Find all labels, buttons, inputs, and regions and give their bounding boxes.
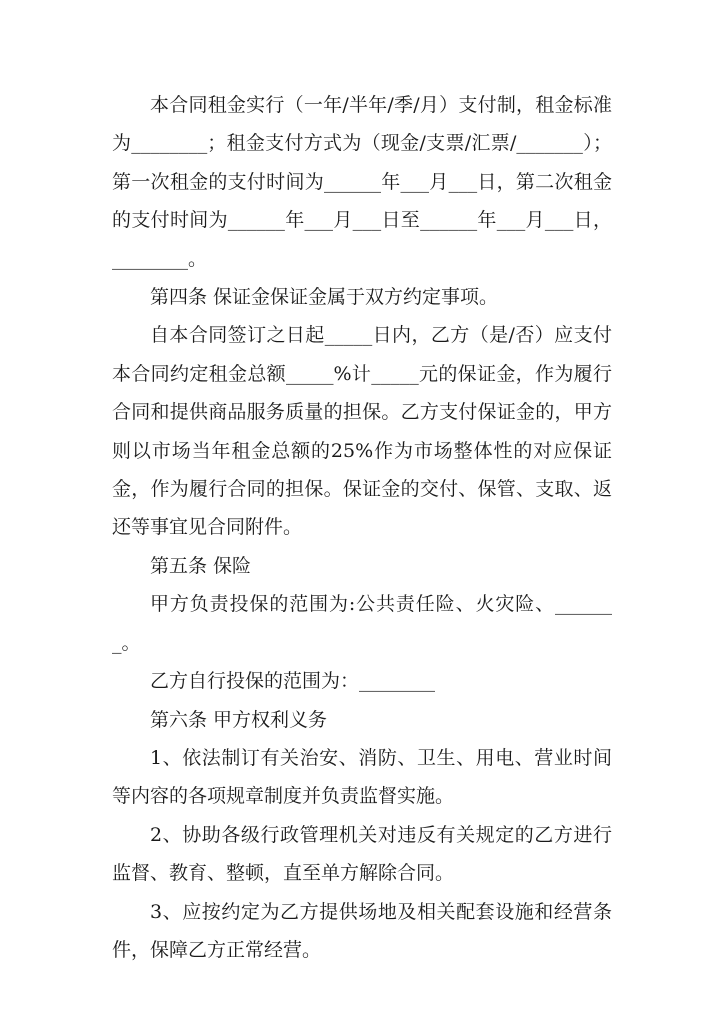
obligation-item-2: 2、协助各级行政管理机关对违反有关规定的乙方进行监督、教育、整顿，直至单方解除合同。 <box>112 823 612 885</box>
obligation-item-1: 1、依法制订有关治安、消防、卫生、用电、营业时间等内容的各项规章制度并负责监督实施。 <box>112 746 612 808</box>
deposit-paragraph: 自本合同签订之日起_____日内，乙方（是/否）应支付本合同约定租金总额_____%计_____元的保证金，作为履行合同和提供商品服务质量的担保。乙方支付保证金的，甲方则以市场当年租金总额的25%作为市场整体性的对应保证金，作为履行合同的担保。保证金的交付、保管、支取、返还等事宜见合同附件。 <box>112 324 612 539</box>
article-five-heading: 第五条 保险 <box>150 554 252 577</box>
party-a-insurance-paragraph: 甲方负责投保的范围为:公共责任险、火灾险、_______。 <box>112 593 612 654</box>
party-b-insurance-paragraph: 乙方自行投保的范围为：________ <box>150 670 436 693</box>
document-page <box>112 86 612 969</box>
article-four-heading: 第四条 保证金保证金属于双方约定事项。 <box>150 286 499 309</box>
rent-payment-paragraph: 本合同租金实行（一年/半年/季/月）支付制，租金标准为________；租金支付方式为（现金/支票/汇票/_______）；第一次租金的支付时间为______年___月___日，第二次租金的支付时间为______年___月___日至______年___月___日，________。 <box>112 94 612 270</box>
article-six-heading: 第六条 甲方权利义务 <box>150 708 328 731</box>
obligation-item-3: 3、应按约定为乙方提供场地及相关配套设施和经营条件，保障乙方正常经营。 <box>112 900 612 961</box>
